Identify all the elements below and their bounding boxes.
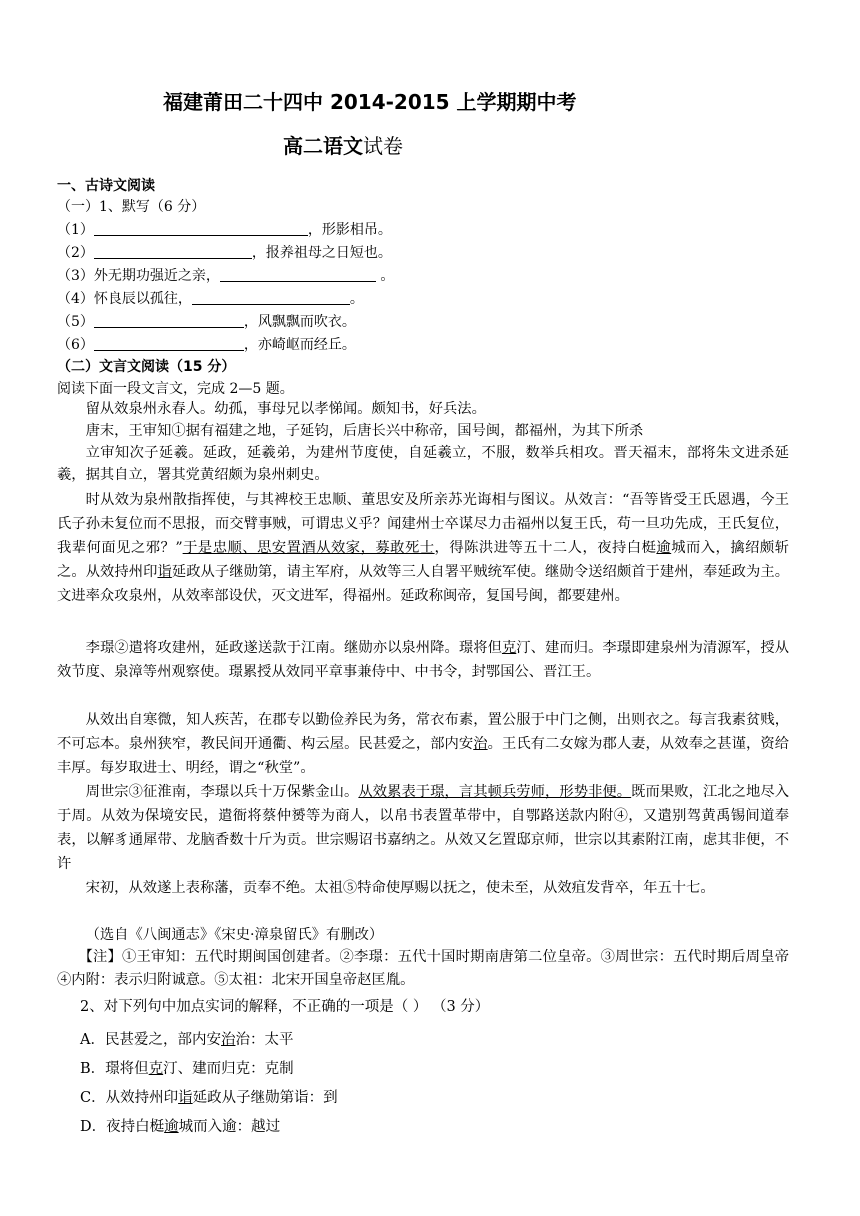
option-text: 夜持白梃 <box>106 1119 165 1135</box>
answer-blank[interactable] <box>94 313 244 328</box>
option-text: 民甚爱之，部内安 <box>104 1032 221 1048</box>
item-number: （1） <box>57 222 94 238</box>
marked-word: 诣 <box>178 1090 193 1106</box>
item-number: （4） <box>57 291 94 307</box>
item-text: ，报养祖母之日短也。 <box>251 245 392 261</box>
option-text: 汀、建而归克：克制 <box>163 1061 294 1077</box>
marked-word: 诣 <box>157 564 172 580</box>
option-d[interactable] <box>80 1115 280 1136</box>
marked-word: 治 <box>220 1032 236 1048</box>
dictation-item-3 <box>57 266 394 286</box>
option-text: 治：太平 <box>235 1032 294 1048</box>
marked-word: 逾 <box>656 540 672 556</box>
passage-text: 既而果败，江北之地尽入于周。从效为保境安民，遣衙将蔡仲赟等为商人，以帛书表置革带中，自鄂路送款内附④，又遣别驾黄禹锡间道奉表，以解豸通犀带、龙脑香数十斤为贡。世宗赐诏书嘉纳之。从效又乞置邸京师，世宗以其素附江南，虑其非便，不许 <box>57 784 790 872</box>
marked-word: 逾 <box>164 1119 179 1135</box>
reading-instruction: 阅读下面一段文言文，完成 2—5 题。 <box>57 381 294 397</box>
passage-paragraph-6 <box>57 780 789 876</box>
subject-label: 高二语文 <box>283 134 363 158</box>
dictation-item-1 <box>57 220 392 240</box>
option-text: 璟将但 <box>105 1061 149 1077</box>
exam-title: 福建莆田二十四中 2014-2015 上学期期中考 <box>163 90 577 114</box>
answer-blank[interactable] <box>192 290 350 305</box>
passage-text: 从效出自寒微，知人疾苦，在郡专以勤俭养民为务，常衣布素，置公服于中门之侧，出则衣之。每言我素贫贱，不可忘本。泉州狭窄，教民间开通衢、构云屋。民甚爱之，部内安 <box>57 712 789 752</box>
item-number: （6） <box>57 337 94 353</box>
dictation-item-4 <box>57 289 364 309</box>
passage-block-1 <box>57 398 789 486</box>
option-letter: A． <box>80 1032 105 1048</box>
item-number: （5） <box>57 314 94 330</box>
underlined-sentence: 从效累表于璟，言其顿兵劳师，形势非便。 <box>358 784 632 800</box>
passage-paragraph-1: 留从效泉州永春人。幼孤，事母兄以孝悌闻。颇知书，好兵法。 <box>85 401 486 417</box>
option-letter: D． <box>80 1119 107 1135</box>
item-text: ，形影相吊。 <box>307 222 392 238</box>
marked-word: 治 <box>473 736 488 752</box>
passage-text: 时从效为泉州散指挥使，与其裨校王忠顺、董思安及所亲苏光诲相与图议。从效言：“吾等皆受王氏恩遇，今王氏子孙未复位而不思报，而交臂事贼，可谓忠义乎？闻建州士卒谋尽力击福州以复王氏，苟一旦功先成，王氏复位，我辈何面见之邪？” <box>57 492 789 556</box>
answer-blank[interactable] <box>220 267 376 282</box>
option-text: 延政从子继勋第诣：到 <box>192 1090 338 1106</box>
marked-word: 克 <box>501 640 517 656</box>
option-letter: B． <box>80 1061 106 1077</box>
passage-notes <box>57 946 789 992</box>
subsection-classical: （二）文言文阅读（15 分） <box>57 359 236 375</box>
note-text: ①王审知：五代时期闽国创建者。②李璟：五代十国时期南唐第二位皇帝。③周世宗：五代时期后周皇帝 ④内附：表示归附诚意。⑤太祖：北宋开国皇帝赵匡胤。 <box>57 949 790 988</box>
passage-text: ，得陈洪进等五十二人，夜持白梃 <box>434 540 657 556</box>
note-label: 【注】 <box>78 949 122 965</box>
option-b[interactable] <box>80 1057 294 1078</box>
item-number: （3） <box>57 268 94 284</box>
passage-text: 汀、建而归。李璟即建泉州为清源军，授从效节度、泉漳等州观察使。璟累授从效同平章事兼侍中、中书令，封鄂国公、晋江王。 <box>57 640 790 680</box>
option-text: 城而入逾：越过 <box>178 1119 281 1135</box>
item-text: 外无期功强近之亲， <box>93 268 220 284</box>
answer-blank[interactable] <box>94 336 244 351</box>
item-text: ，风飘飘而吹衣。 <box>243 314 356 330</box>
option-text: 从效持州印 <box>105 1090 179 1106</box>
passage-paragraph-5 <box>57 708 789 780</box>
passage-paragraph-2a: 唐末，王审知①据有福建之地，子延钧，后唐长兴中称帝，国号闽，都福州，为其下所杀 <box>85 423 644 439</box>
answer-blank[interactable] <box>94 221 308 236</box>
marked-word: 克 <box>148 1061 164 1077</box>
item-text: 。 <box>349 291 364 307</box>
passage-text: 李璟②遣将攻建州，延政遂送款于江南。继勋亦以泉州降。璟将但 <box>85 640 502 656</box>
paper-label: 试卷 <box>363 134 403 158</box>
subsection-dictation: （一）1、默写（6 分） <box>57 199 206 215</box>
exam-subtitle <box>283 130 403 159</box>
item-text: 。 <box>375 268 395 284</box>
passage-source: （选自《八闽通志》《宋史·漳泉留氏》有删改） <box>85 927 384 943</box>
passage-text: 延政从子继勋第，请主军府，从效等三人自署平贼统军使。继勋令送绍颇首于建州，奉延政为主。文进率众攻泉州，从效率部设伏，灭文进军，得福州。延政称闽帝，复国号闽，都要建州。 <box>57 564 790 604</box>
passage-text: 。王氏有二女嫁为郡人妻，从效奉之甚谨，资给丰厚。每岁取进士、明经，谓之“秋堂”。 <box>57 736 790 776</box>
question-2-stem: 2、对下列句中加点实词的解释，不正确的一项是（ ） （3 分） <box>80 999 490 1015</box>
option-a[interactable] <box>80 1028 293 1049</box>
passage-paragraph-2b: 立审知次子延羲。延政，延羲弟，为建州节度使，自延羲立，不服，数举兵相攻。晋天福末，部将朱文进杀延羲，据其自立，署其党黄绍颇为泉州刺史。 <box>57 445 789 483</box>
answer-blank[interactable] <box>94 244 252 259</box>
passage-text: 城而入，擒绍颇斩之。从效持州印 <box>57 540 790 580</box>
item-text: ，亦崎岖而经丘。 <box>243 337 356 353</box>
option-letter: C． <box>80 1090 106 1106</box>
item-text: 怀良辰以孤往， <box>93 291 192 307</box>
section-heading-1: 一、古诗文阅读 <box>57 178 155 194</box>
passage-paragraph-7: 宋初，从效遂上表称藩，贡奉不绝。太祖⑤特命使厚赐以抚之，使未至，从效疽发背卒，年五十七。 <box>85 880 715 896</box>
item-number: （2） <box>57 245 94 261</box>
passage-paragraph-3 <box>57 488 789 608</box>
passage-paragraph-4 <box>57 636 789 684</box>
dictation-item-6 <box>57 335 356 355</box>
dictation-item-2 <box>57 243 392 263</box>
option-c[interactable] <box>80 1086 338 1107</box>
dictation-item-5 <box>57 312 356 332</box>
passage-text: 周世宗③征淮南，李璟以兵十万保紫金山。 <box>85 784 359 800</box>
underlined-sentence: 于是忠顺、思安置酒从效家，募敢死士 <box>182 540 435 556</box>
